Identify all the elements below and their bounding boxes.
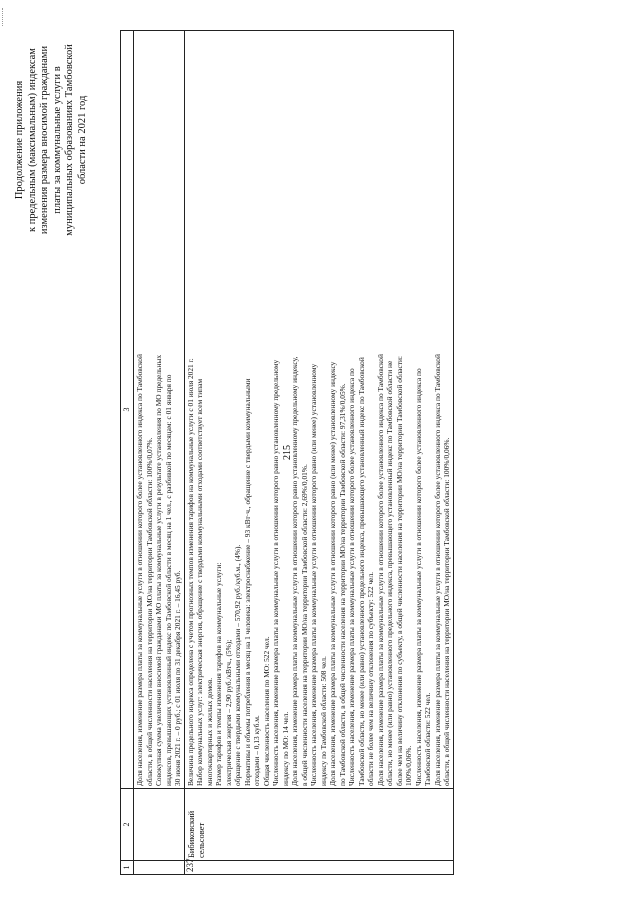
text-line: более чем на величину отклонения по субъекту, в общей численности населения на территории МО/на территории Тамбовской области:: [394, 356, 404, 786]
column-header: 3: [121, 31, 134, 789]
text-line: Нормативы и объемы потребления в месяц на 1 человека: электроснабжение – 93 кВт·ч., обращение с твердыми коммунальными: [242, 378, 252, 786]
text-line: отходами – 0,13 куб.м.: [252, 715, 261, 786]
text-line: Совокупная сумма увеличения вносимой гражданами МО платы за коммунальные услуги в результате установления по МО предельных: [154, 354, 163, 786]
indices-table: [120, 30, 454, 875]
description-cell: [184, 31, 453, 789]
text-line: Набор коммунальных услуг: электрическая энергия, обращение с твердыми коммунальными отходами соответствует всем типам: [195, 378, 204, 786]
table-row-continued: [134, 31, 185, 875]
text-line: области, в общей численности населения на территории МО/на территории Тамбовской области: 100%/0,06%.: [442, 437, 451, 786]
text-line: индексов, превышающих установленный индекс по Тамбовской области в месяц на 1 чел., с разбивкой по месяцам: с 01 января по: [163, 374, 173, 786]
heading-line: Продолжение приложения: [14, 80, 25, 200]
heading-line: к предельным (максимальным) индексам: [26, 48, 38, 232]
table-cell: [134, 789, 185, 861]
table-cell: [134, 861, 185, 875]
text-line: Численность населения, изменение размера платы за коммунальные услуги в отношении которого более установленного индекса по: [413, 368, 423, 786]
text-line: Доля населения, изменение размера платы за коммунальные услуги в отношении которого равно (или менее) установленному индексу: [328, 361, 337, 786]
heading-line: муниципальных образованиях Тамбовской: [64, 44, 75, 236]
heading-line: области на 2021 год: [76, 95, 88, 185]
continued-description-cell: [134, 31, 185, 789]
column-header: 2: [121, 789, 134, 861]
text-line: Доля населения, изменение размера платы за коммунальные услуги в отношении которого равно установленному предельному индексу,: [290, 356, 299, 786]
row-number: 237: [184, 861, 453, 875]
text-line: Тамбовской области: 522 чел.: [423, 692, 432, 786]
table-header-row: [121, 31, 134, 875]
text-line: Величина предельного индекса определена с учетом прогнозных темпов изменения тарифов на коммунальные услуги с 01 июля 2021 г.: [185, 358, 195, 786]
text-line: по Тамбовской области, в общей численности населения на территории МО/на территории Тамбовской области: 97,31%/0,05%.: [337, 383, 347, 786]
heading-line: платы за коммунальные услуги в: [51, 66, 63, 214]
text-line: Численность населения, изменение размера платы за коммунальные услуги в отношении которого более установленного индекса по: [347, 368, 356, 786]
text-line: индексу по МО: 14 чел.: [280, 711, 290, 786]
appendix-heading: [14, 15, 89, 265]
text-line: области, но менее (или равно) установленного предельного индекса, превышающего установленный индекс по Тамбовской области не: [385, 360, 394, 786]
text-line: области не более чем на величину отклонения по субъекту: 522 чел.: [366, 572, 375, 786]
text-line: 30 июня 2021 г. – 0 руб.; с 01 июля по 31 декабря 2021 г. – 16,45 руб.: [173, 570, 182, 786]
text-line: Численность населения, изменение размера платы за коммунальные услуги в отношении которого равно (или менее) установленному: [309, 363, 318, 786]
municipality-name: Бибиковский сельсовет: [184, 789, 453, 861]
text-line: многоквартирных и жилых домов.: [204, 677, 214, 786]
text-line: области, в общей численности населения на территории МО/на территории Тамбовской области: 100%/0,07%.: [144, 437, 154, 786]
text-line: Общая численность населения по МО: 522 чел.: [261, 636, 271, 786]
text-line: Тамбовской области, но менее (или равно) установленного предельного индекса, превышающего установленный индекс по Тамбовской: [356, 357, 366, 786]
text-line: Доля населения, изменение размера платы за коммунальные услуги в отношении которого более установленного индекса по Тамбовской: [432, 354, 442, 786]
column-header: 1: [121, 861, 134, 875]
text-line: Численность населения, изменение размера платы за коммунальные услуги в отношении которого равно установленному предельному: [271, 359, 280, 786]
text-line: обращение с твердыми коммунальными отходами – 570,92 руб./куб.м., (4%).: [233, 544, 242, 786]
table-row-237: [184, 31, 453, 875]
text-line: Доля населения, изменение размера платы за коммунальные услуги в отношении которого более установленного индекса по Тамбовской: [375, 354, 385, 786]
text-line: Доля населения, изменение размера платы за коммунальные услуги в отношении которого более установленного индекса по Тамбовской: [135, 354, 144, 786]
text-line: Размер тарифов и темпы изменения тарифов на коммунальные услуги:: [214, 562, 223, 786]
text-line: в общей численности населения на территории МО/на территории Тамбовской области: 2,69%/0,01%.: [299, 464, 309, 786]
page-number: 215: [282, 445, 293, 460]
text-line: электрическая энергия – 2,90 руб./кВтч., (5%);: [223, 639, 233, 786]
text-line: 100%/0,06%.: [404, 745, 413, 786]
heading-line: изменения размера вносимой гражданами: [39, 45, 50, 235]
text-line: индексу по Тамбовской области: 508 чел.: [318, 656, 328, 786]
